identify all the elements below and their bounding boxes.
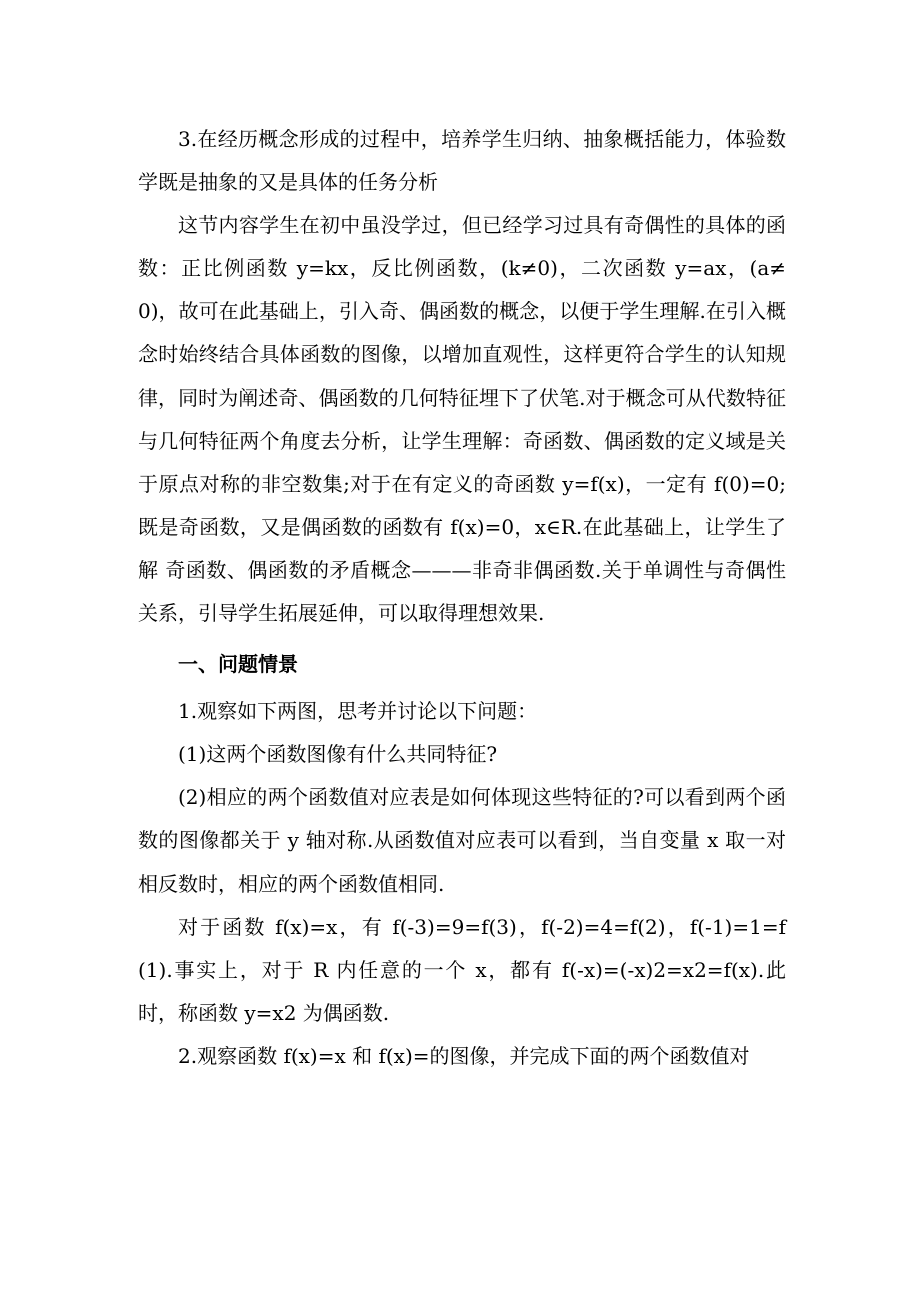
paragraph-observe-graphs: 1.观察如下两图，思考并讨论以下问题：: [178, 699, 538, 724]
paragraph-even-function: 对于函数 f(x)=x，有 f(-3)=9=f(3)，f(-2)=4=f(2)，f(-1)=1=f(1).事实上，对于 R 内任意的一个 x，都有 f(-x)=(-x)2=x2=f(x).此时，称函数 y=x2 为偶函数.: [138, 914, 786, 1025]
paragraph-objective-3: 3.在经历概念形成的过程中，培养学生归纳、抽象概括能力，体验数学既是抽象的又是具体的任务分析: [138, 127, 786, 195]
paragraph-question-1: (1)这两个函数图像有什么共同特征?: [178, 742, 498, 767]
section-heading-problem-scenario: 一、问题情景: [178, 652, 298, 677]
paragraph-observe-functions: 2.观察函数 f(x)=x 和 f(x)=的图像，并完成下面的两个函数值对: [178, 1043, 750, 1068]
paragraph-question-2: (2)相应的两个函数值对应表是如何体现这些特征的?可以看到两个函数的图像都关于 y 轴对称.从函数值对应表可以看到，当自变量 x 取一对相反数时，相应的两个函数值相同.: [138, 785, 786, 896]
paragraph-task-analysis: 这节内容学生在初中虽没学过，但已经学习过具有奇偶性的具体的函数：正比例函数 y=kx，反比例函数，(k≠0)，二次函数 y=ax，(a≠0)，故可在此基础上，引入奇、偶函数的概念，以便于学生理解.在引入概念时始终结合具体函数的图像，以增加直观性，这样更符合学生的认知规律，同时为阐述奇、偶函数的几何特征埋下了伏笔.对于概念可从代数特征与几何特征两个角度去分析，让学生理解：奇函数、偶函数的定义域是关于原点对称的非空数集;对于在有定义的奇函数 y=f(x)，一定有 f(0)=0;既是奇函数，又是偶函数的函数有 f(x)=0，x∈R.在此基础上，让学生了解 奇函数、偶函数的矛盾概念———非奇非偶函数.关于单调性与奇偶性关系，引导学生拓展延伸，可以取得理想效果.: [138, 213, 786, 626]
document-page: [138, 118, 786, 1078]
